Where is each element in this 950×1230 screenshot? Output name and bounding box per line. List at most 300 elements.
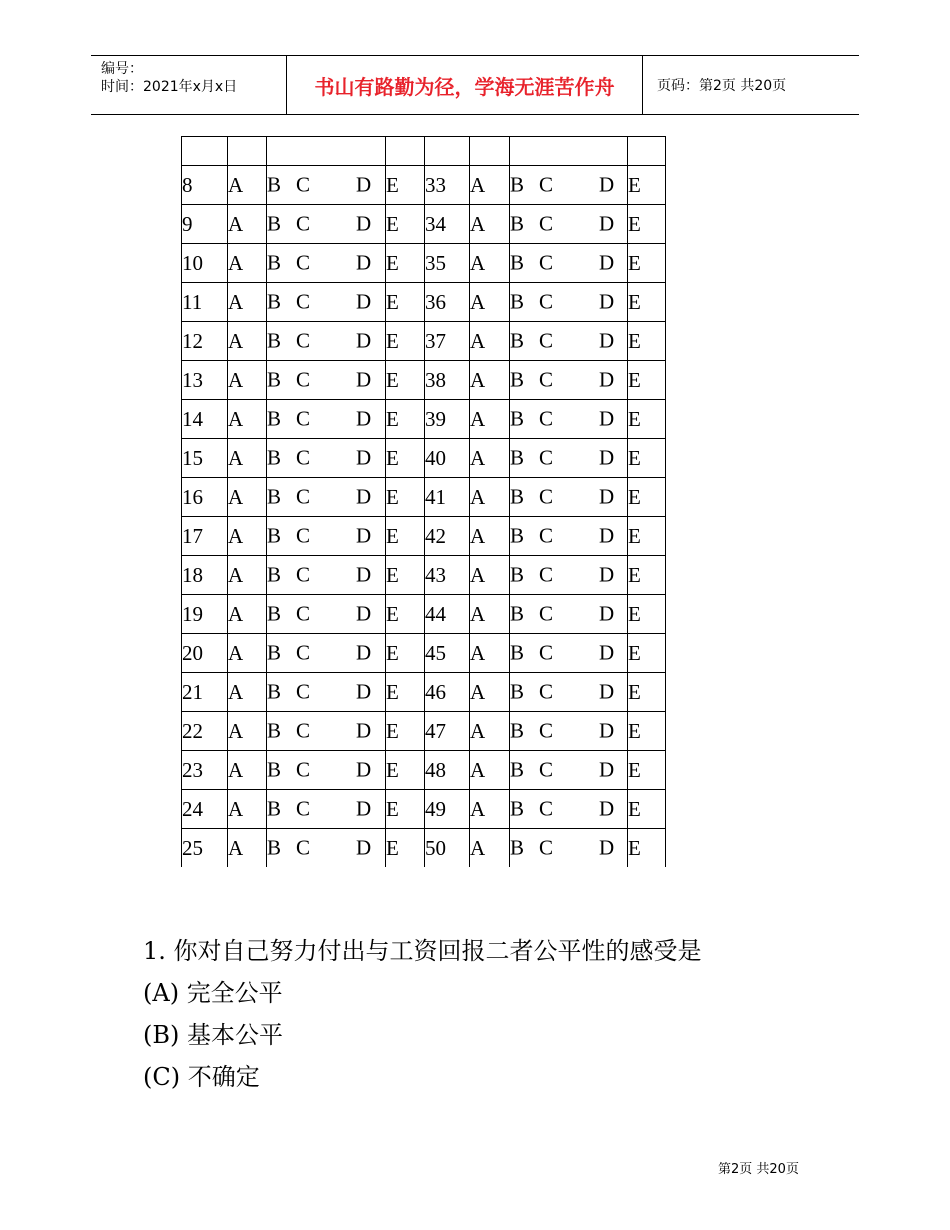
option-d: D xyxy=(356,211,372,236)
option-c: C xyxy=(539,562,554,587)
option-a: A xyxy=(228,406,244,431)
option-b: B xyxy=(267,250,282,275)
option-b: B xyxy=(510,328,525,353)
option-e-cell[interactable] xyxy=(628,166,666,205)
option-d: D xyxy=(599,523,615,548)
time-label: 时间：2021年x月x日 xyxy=(101,79,238,95)
option-a-cell[interactable] xyxy=(228,322,267,361)
option-b: B xyxy=(267,679,282,704)
grid-header-cell xyxy=(182,137,228,166)
option-d: D xyxy=(599,640,615,665)
option-c: C xyxy=(539,172,554,197)
option-e-cell[interactable] xyxy=(386,205,425,244)
option-e: E xyxy=(386,328,399,353)
option-e: E xyxy=(628,523,641,548)
option-bcd-cell[interactable] xyxy=(267,322,386,361)
option-a-cell[interactable] xyxy=(228,166,267,205)
table-row xyxy=(182,478,666,517)
option-c: C xyxy=(296,796,311,821)
question-number: 21 xyxy=(182,673,228,712)
option-e-cell[interactable] xyxy=(386,829,425,868)
option-a-cell[interactable] xyxy=(470,166,510,205)
option-bcd-cell[interactable] xyxy=(510,634,628,673)
option-a: A xyxy=(470,328,486,353)
option-bcd-cell[interactable] xyxy=(267,595,386,634)
option-c: C xyxy=(296,757,311,782)
table-row xyxy=(182,712,666,751)
option-a: A xyxy=(470,562,486,587)
option-bcd-cell[interactable] xyxy=(267,166,386,205)
option-bcd-cell[interactable] xyxy=(510,595,628,634)
option-a-cell[interactable] xyxy=(470,517,510,556)
option-e-cell[interactable] xyxy=(628,244,666,283)
option-b: B xyxy=(510,484,525,509)
option-b: B xyxy=(510,211,525,236)
option-e-cell[interactable] xyxy=(628,790,666,829)
option-d: D xyxy=(356,484,372,509)
option-a-cell[interactable] xyxy=(228,556,267,595)
option-d: D xyxy=(356,601,372,626)
option-e-cell[interactable] xyxy=(386,751,425,790)
option-b: B xyxy=(510,367,525,392)
option-b: B xyxy=(267,796,282,821)
option-e: E xyxy=(628,172,641,197)
option-a-cell[interactable] xyxy=(470,244,510,283)
option-bcd-cell[interactable] xyxy=(267,673,386,712)
option-bcd-cell[interactable] xyxy=(267,400,386,439)
option-a-cell[interactable] xyxy=(470,478,510,517)
option-b: B xyxy=(267,445,282,470)
option-b: B xyxy=(267,835,282,860)
option-d: D xyxy=(599,562,615,587)
option-e-cell[interactable] xyxy=(386,166,425,205)
option-c: C xyxy=(296,523,311,548)
option-bcd-cell[interactable] xyxy=(267,283,386,322)
option-e-cell[interactable] xyxy=(386,244,425,283)
option-b: B xyxy=(267,757,282,782)
option-b: B xyxy=(267,211,282,236)
option-e: E xyxy=(628,406,641,431)
option-c: C xyxy=(296,484,311,509)
option-d: D xyxy=(356,172,372,197)
grid-header-cell xyxy=(425,137,470,166)
question-number: 25 xyxy=(182,829,228,868)
option-bcd-cell[interactable] xyxy=(510,322,628,361)
option-a: A xyxy=(470,679,486,704)
option-a: A xyxy=(470,523,486,548)
option-c: C xyxy=(539,757,554,782)
option-c: C xyxy=(539,640,554,665)
question-number: 12 xyxy=(182,322,228,361)
option-bcd-cell[interactable] xyxy=(267,751,386,790)
option-d: D xyxy=(356,679,372,704)
option-bcd-cell[interactable] xyxy=(510,556,628,595)
option-e: E xyxy=(386,757,399,782)
grid-header-cell xyxy=(228,137,267,166)
option-bcd-cell[interactable] xyxy=(267,517,386,556)
option-a: A xyxy=(228,835,244,860)
option-e: E xyxy=(628,289,641,314)
table-row xyxy=(182,595,666,634)
option-a: A xyxy=(228,445,244,470)
option-e-cell[interactable] xyxy=(386,712,425,751)
option-d: D xyxy=(356,640,372,665)
question-number: 24 xyxy=(182,790,228,829)
table-row xyxy=(182,829,666,868)
question-number: 47 xyxy=(425,712,470,751)
option-d: D xyxy=(599,796,615,821)
option-bcd-cell[interactable] xyxy=(510,400,628,439)
option-bcd-cell[interactable] xyxy=(267,205,386,244)
header-motto: 书山有路勤为径，学海无涯苦作舟 xyxy=(286,56,643,114)
option-e: E xyxy=(628,757,641,782)
page-footer: 第2页 共20页 xyxy=(718,1162,799,1177)
option-a: A xyxy=(228,718,244,743)
question-number: 10 xyxy=(182,244,228,283)
option-a: A xyxy=(470,796,486,821)
option-a-cell[interactable] xyxy=(470,556,510,595)
option-bcd-cell[interactable] xyxy=(510,829,628,868)
option-e-cell[interactable] xyxy=(628,361,666,400)
table-row xyxy=(182,166,666,205)
option-a-cell[interactable] xyxy=(228,400,267,439)
option-d: D xyxy=(599,328,615,353)
option-c: C xyxy=(296,679,311,704)
option-e: E xyxy=(386,406,399,431)
option-e: E xyxy=(386,250,399,275)
option-c: C xyxy=(296,250,311,275)
option-a-cell[interactable] xyxy=(470,751,510,790)
question-option-c[interactable]: (C) 不确定 xyxy=(143,1063,260,1091)
option-d: D xyxy=(356,562,372,587)
option-a: A xyxy=(228,484,244,509)
option-d: D xyxy=(599,484,615,509)
option-e: E xyxy=(628,445,641,470)
option-e: E xyxy=(628,796,641,821)
option-a: A xyxy=(470,367,486,392)
option-bcd-cell[interactable] xyxy=(510,439,628,478)
question-block xyxy=(143,930,702,1098)
question-number: 41 xyxy=(425,478,470,517)
option-a: A xyxy=(228,601,244,626)
option-bcd-cell[interactable] xyxy=(510,712,628,751)
option-a: A xyxy=(470,640,486,665)
table-row xyxy=(182,517,666,556)
grid-header-cell xyxy=(267,137,386,166)
option-e-cell[interactable] xyxy=(628,439,666,478)
question-number: 9 xyxy=(182,205,228,244)
option-a-cell[interactable] xyxy=(228,244,267,283)
option-e: E xyxy=(386,601,399,626)
option-e: E xyxy=(386,835,399,860)
option-bcd-cell[interactable] xyxy=(510,361,628,400)
option-e: E xyxy=(628,718,641,743)
option-b: B xyxy=(267,562,282,587)
option-c: C xyxy=(296,172,311,197)
question-number: 44 xyxy=(425,595,470,634)
option-a: A xyxy=(470,835,486,860)
option-a: A xyxy=(228,289,244,314)
option-d: D xyxy=(356,445,372,470)
option-e-cell[interactable] xyxy=(628,478,666,517)
table-row xyxy=(182,205,666,244)
option-d: D xyxy=(356,523,372,548)
option-a-cell[interactable] xyxy=(470,439,510,478)
option-c: C xyxy=(539,523,554,548)
header-page-info: 页码：第2页 共20页 xyxy=(657,78,787,94)
option-a-cell[interactable] xyxy=(228,517,267,556)
code-label: 编号： xyxy=(101,61,143,77)
table-row xyxy=(182,400,666,439)
option-a-cell[interactable] xyxy=(228,712,267,751)
option-e-cell[interactable] xyxy=(628,829,666,868)
option-a: A xyxy=(228,757,244,782)
question-number: 33 xyxy=(425,166,470,205)
option-a-cell[interactable] xyxy=(228,361,267,400)
option-bcd-cell[interactable] xyxy=(267,556,386,595)
question-number: 50 xyxy=(425,829,470,868)
option-a-cell[interactable] xyxy=(470,322,510,361)
question-number: 8 xyxy=(182,166,228,205)
option-e: E xyxy=(386,289,399,314)
question-number: 39 xyxy=(425,400,470,439)
option-e-cell[interactable] xyxy=(386,361,425,400)
option-e: E xyxy=(386,640,399,665)
option-d: D xyxy=(599,406,615,431)
option-e-cell[interactable] xyxy=(628,634,666,673)
option-b: B xyxy=(510,757,525,782)
page-header xyxy=(91,55,859,115)
option-bcd-cell[interactable] xyxy=(267,439,386,478)
option-b: B xyxy=(510,601,525,626)
option-bcd-cell[interactable] xyxy=(510,751,628,790)
option-a-cell[interactable] xyxy=(470,205,510,244)
option-a: A xyxy=(470,406,486,431)
option-b: B xyxy=(510,679,525,704)
option-d: D xyxy=(356,406,372,431)
option-c: C xyxy=(296,211,311,236)
option-bcd-cell[interactable] xyxy=(267,478,386,517)
option-bcd-cell[interactable] xyxy=(510,205,628,244)
option-d: D xyxy=(356,367,372,392)
option-b: B xyxy=(267,289,282,314)
question-option-a[interactable]: (A) 完全公平 xyxy=(143,979,283,1007)
option-b: B xyxy=(510,445,525,470)
option-e-cell[interactable] xyxy=(386,790,425,829)
option-c: C xyxy=(539,718,554,743)
option-a-cell[interactable] xyxy=(228,283,267,322)
option-e: E xyxy=(386,211,399,236)
option-b: B xyxy=(510,406,525,431)
option-c: C xyxy=(296,601,311,626)
option-d: D xyxy=(599,679,615,704)
question-number: 42 xyxy=(425,517,470,556)
option-a: A xyxy=(470,718,486,743)
option-c: C xyxy=(296,328,311,353)
option-bcd-cell[interactable] xyxy=(510,790,628,829)
option-bcd-cell[interactable] xyxy=(510,478,628,517)
option-d: D xyxy=(599,172,615,197)
option-bcd-cell[interactable] xyxy=(267,712,386,751)
option-a-cell[interactable] xyxy=(228,829,267,868)
option-c: C xyxy=(539,367,554,392)
option-a: A xyxy=(228,328,244,353)
option-e-cell[interactable] xyxy=(386,439,425,478)
option-a-cell[interactable] xyxy=(470,673,510,712)
table-row xyxy=(182,556,666,595)
option-e-cell[interactable] xyxy=(386,283,425,322)
option-d: D xyxy=(599,445,615,470)
question-number: 34 xyxy=(425,205,470,244)
option-d: D xyxy=(599,757,615,782)
option-a-cell[interactable] xyxy=(228,790,267,829)
option-e-cell[interactable] xyxy=(628,673,666,712)
option-b: B xyxy=(510,796,525,821)
option-a-cell[interactable] xyxy=(228,478,267,517)
question-option-b[interactable]: (B) 基本公平 xyxy=(143,1021,283,1049)
option-e-cell[interactable] xyxy=(386,478,425,517)
option-e-cell[interactable] xyxy=(386,556,425,595)
option-e: E xyxy=(628,601,641,626)
option-e-cell[interactable] xyxy=(628,400,666,439)
question-number: 40 xyxy=(425,439,470,478)
question-number: 14 xyxy=(182,400,228,439)
option-e-cell[interactable] xyxy=(386,634,425,673)
option-e-cell[interactable] xyxy=(628,322,666,361)
option-d: D xyxy=(599,289,615,314)
table-row xyxy=(182,244,666,283)
option-d: D xyxy=(356,718,372,743)
question-number: 37 xyxy=(425,322,470,361)
option-bcd-cell[interactable] xyxy=(510,283,628,322)
option-d: D xyxy=(599,835,615,860)
question-number: 35 xyxy=(425,244,470,283)
option-a: A xyxy=(470,250,486,275)
option-e-cell[interactable] xyxy=(386,673,425,712)
option-e: E xyxy=(628,835,641,860)
answer-grid xyxy=(181,136,666,867)
option-e-cell[interactable] xyxy=(628,517,666,556)
option-bcd-cell[interactable] xyxy=(267,790,386,829)
option-e: E xyxy=(386,484,399,509)
option-a: A xyxy=(228,796,244,821)
question-number: 11 xyxy=(182,283,228,322)
option-e-cell[interactable] xyxy=(386,322,425,361)
option-bcd-cell[interactable] xyxy=(267,829,386,868)
option-e: E xyxy=(386,679,399,704)
option-a-cell[interactable] xyxy=(228,673,267,712)
option-c: C xyxy=(539,445,554,470)
option-d: D xyxy=(599,367,615,392)
option-e: E xyxy=(628,328,641,353)
option-b: B xyxy=(267,484,282,509)
question-number: 45 xyxy=(425,634,470,673)
option-bcd-cell[interactable] xyxy=(510,673,628,712)
question-number: 23 xyxy=(182,751,228,790)
option-c: C xyxy=(539,835,554,860)
option-d: D xyxy=(356,250,372,275)
question-number: 36 xyxy=(425,283,470,322)
option-c: C xyxy=(296,367,311,392)
grid-header-cell xyxy=(628,137,666,166)
option-a-cell[interactable] xyxy=(470,400,510,439)
option-c: C xyxy=(296,835,311,860)
table-row xyxy=(182,283,666,322)
option-c: C xyxy=(296,718,311,743)
option-e-cell[interactable] xyxy=(386,595,425,634)
option-e: E xyxy=(628,562,641,587)
option-e: E xyxy=(386,172,399,197)
option-d: D xyxy=(599,211,615,236)
option-a-cell[interactable] xyxy=(228,595,267,634)
option-e-cell[interactable] xyxy=(628,595,666,634)
option-bcd-cell[interactable] xyxy=(510,244,628,283)
option-bcd-cell[interactable] xyxy=(510,517,628,556)
option-e-cell[interactable] xyxy=(628,556,666,595)
option-e-cell[interactable] xyxy=(628,712,666,751)
option-a-cell[interactable] xyxy=(470,361,510,400)
header-meta xyxy=(91,56,286,114)
option-a: A xyxy=(470,484,486,509)
option-c: C xyxy=(539,679,554,704)
option-d: D xyxy=(356,835,372,860)
option-e-cell[interactable] xyxy=(386,400,425,439)
option-a-cell[interactable] xyxy=(470,595,510,634)
option-a-cell[interactable] xyxy=(228,751,267,790)
table-row xyxy=(182,634,666,673)
option-a-cell[interactable] xyxy=(470,712,510,751)
option-bcd-cell[interactable] xyxy=(510,166,628,205)
table-row xyxy=(182,673,666,712)
grid-header-cell xyxy=(386,137,425,166)
option-a-cell[interactable] xyxy=(470,829,510,868)
option-b: B xyxy=(510,172,525,197)
option-c: C xyxy=(296,640,311,665)
grid-header-row xyxy=(182,137,666,166)
option-e: E xyxy=(386,562,399,587)
option-a-cell[interactable] xyxy=(470,790,510,829)
question-number: 20 xyxy=(182,634,228,673)
option-e-cell[interactable] xyxy=(628,283,666,322)
question-number: 19 xyxy=(182,595,228,634)
option-e: E xyxy=(386,367,399,392)
option-a-cell[interactable] xyxy=(228,634,267,673)
option-a: A xyxy=(228,640,244,665)
option-a-cell[interactable] xyxy=(228,205,267,244)
option-a-cell[interactable] xyxy=(470,283,510,322)
question-number: 18 xyxy=(182,556,228,595)
option-e: E xyxy=(628,484,641,509)
option-b: B xyxy=(267,523,282,548)
option-a-cell[interactable] xyxy=(228,439,267,478)
option-c: C xyxy=(539,601,554,626)
table-row xyxy=(182,322,666,361)
option-a-cell[interactable] xyxy=(470,634,510,673)
question-number: 43 xyxy=(425,556,470,595)
option-e-cell[interactable] xyxy=(628,751,666,790)
option-c: C xyxy=(539,484,554,509)
question-number: 16 xyxy=(182,478,228,517)
table-row xyxy=(182,751,666,790)
option-bcd-cell[interactable] xyxy=(267,634,386,673)
option-bcd-cell[interactable] xyxy=(267,361,386,400)
option-a: A xyxy=(228,211,244,236)
option-e-cell[interactable] xyxy=(628,205,666,244)
option-e: E xyxy=(386,445,399,470)
option-b: B xyxy=(510,562,525,587)
option-e-cell[interactable] xyxy=(386,517,425,556)
option-bcd-cell[interactable] xyxy=(267,244,386,283)
